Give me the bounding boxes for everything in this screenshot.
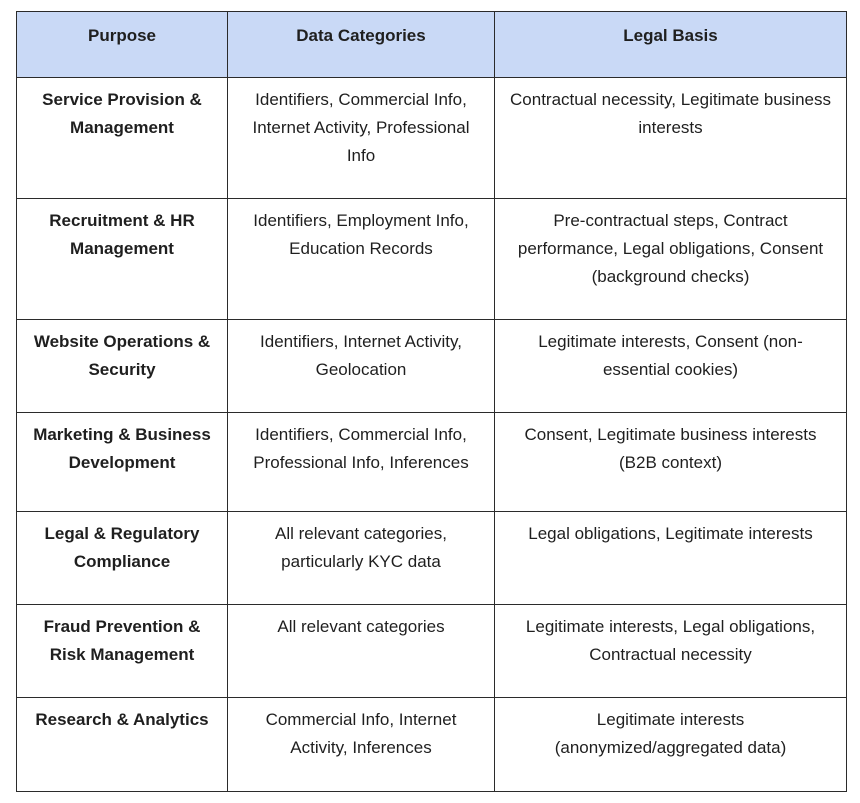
table-row <box>17 698 847 792</box>
header-purpose: Purpose <box>17 12 228 78</box>
table-row <box>17 78 847 199</box>
legal-basis-cell: Legal obligations, Legitimate interests <box>495 512 847 605</box>
purpose-cell: Marketing & Business Development <box>17 413 228 512</box>
table-row <box>17 413 847 512</box>
legal-basis-cell: Contractual necessity, Legitimate business interests <box>495 78 847 199</box>
header-row <box>17 12 847 78</box>
table-header <box>17 12 847 78</box>
header-legal-basis: Legal Basis <box>495 12 847 78</box>
data-categories-cell: Identifiers, Employment Info, Education Records <box>228 199 495 320</box>
data-categories-cell: All relevant categories, particularly KYC data <box>228 512 495 605</box>
data-categories-cell: All relevant categories <box>228 605 495 698</box>
legal-basis-table <box>16 11 847 792</box>
purpose-cell: Recruitment & HR Management <box>17 199 228 320</box>
purpose-cell: Fraud Prevention & Risk Management <box>17 605 228 698</box>
purpose-cell: Service Provision & Management <box>17 78 228 199</box>
legal-basis-cell: Pre-contractual steps, Contract performance, Legal obligations, Consent (background checks) <box>495 199 847 320</box>
table-row <box>17 199 847 320</box>
table-row <box>17 605 847 698</box>
purpose-cell: Research & Analytics <box>17 698 228 792</box>
legal-basis-cell: Legitimate interests (anonymized/aggregated data) <box>495 698 847 792</box>
table-body <box>17 78 847 792</box>
data-categories-cell: Commercial Info, Internet Activity, Inferences <box>228 698 495 792</box>
table-row <box>17 512 847 605</box>
purpose-cell: Legal & Regulatory Compliance <box>17 512 228 605</box>
purpose-cell: Website Operations & Security <box>17 320 228 413</box>
legal-basis-cell: Legitimate interests, Legal obligations, Contractual necessity <box>495 605 847 698</box>
data-categories-cell: Identifiers, Internet Activity, Geolocation <box>228 320 495 413</box>
table-row <box>17 320 847 413</box>
legal-basis-cell: Consent, Legitimate business interests (B2B context) <box>495 413 847 512</box>
data-categories-cell: Identifiers, Commercial Info, Internet Activity, Professional Info <box>228 78 495 199</box>
legal-basis-cell: Legitimate interests, Consent (non-essential cookies) <box>495 320 847 413</box>
header-data-categories: Data Categories <box>228 12 495 78</box>
data-categories-cell: Identifiers, Commercial Info, Professional Info, Inferences <box>228 413 495 512</box>
